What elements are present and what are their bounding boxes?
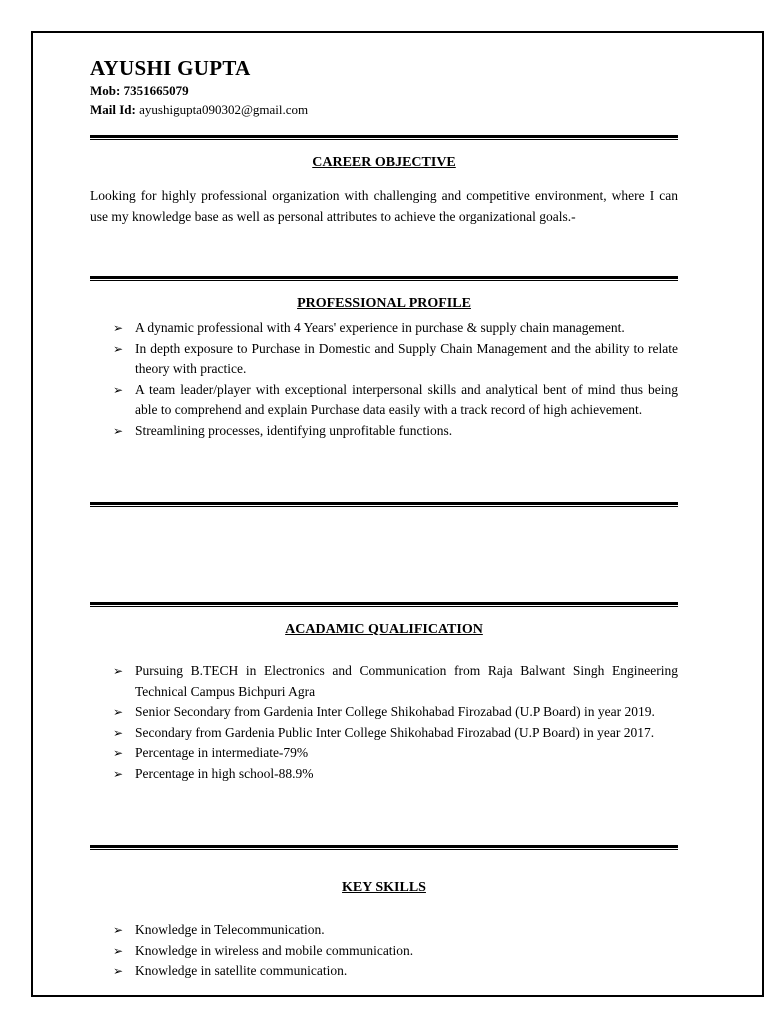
list-item-text: Knowledge in satellite communication. <box>135 963 348 978</box>
email-label: Mail Id: <box>90 102 136 117</box>
section-divider <box>90 602 678 607</box>
list-item <box>113 941 678 962</box>
mobile-value: 7351665079 <box>123 83 189 98</box>
section-divider <box>90 276 678 281</box>
career-objective-text: Looking for highly professional organization with challenging and competitive environment, where I can use my knowledge base as well as personal attributes to achieve the organizational goals.- <box>90 188 678 224</box>
mobile-label: Mob: <box>90 83 121 98</box>
email-value: ayushigupta090302@gmail.com <box>139 102 309 117</box>
list-item-text: A team leader/player with exceptional interpersonal skills and analytical bent of mind thus being able to comprehend and explain Purchase data easily with a track record of high achievement. <box>135 381 678 417</box>
section-divider <box>90 845 678 850</box>
list-item-text: Streamlining processes, identifying unprofitable functions. <box>135 422 453 438</box>
key-skills-list <box>113 920 678 982</box>
list-item-text: Percentage in intermediate-79% <box>135 745 309 760</box>
list-item-text: Knowledge in wireless and mobile communication. <box>135 942 414 958</box>
list-item <box>113 764 678 785</box>
list-item <box>113 421 678 442</box>
list-item-text: Pursuing B.TECH in Electronics and Communication from Raja Balwant Singh Engineering Technical Campus Bichpuri Agra <box>135 663 678 699</box>
list-item-text: Senior Secondary from Gardenia Inter College Shikohabad Firozabad (U.P Board) in year 2019. <box>135 704 655 719</box>
academic-qualification-list <box>113 661 678 784</box>
list-item <box>113 961 678 982</box>
list-item <box>113 318 678 339</box>
section-divider <box>90 502 678 507</box>
key-skills-heading: KEY SKILLS <box>342 880 426 895</box>
career-objective-heading: CAREER OBJECTIVE <box>312 155 456 170</box>
arrow-bullet-icon: ➢ <box>113 725 124 740</box>
list-item <box>113 339 678 380</box>
list-item <box>113 723 678 744</box>
section-divider <box>90 135 678 140</box>
arrow-bullet-icon: ➢ <box>113 341 124 356</box>
academic-qualification-heading: ACADAMIC QUALIFICATION <box>285 622 483 637</box>
arrow-bullet-icon: ➢ <box>113 964 124 978</box>
arrow-bullet-icon: ➢ <box>113 382 124 397</box>
list-item-text: In depth exposure to Purchase in Domestic and Supply Chain Management and the ability to relate theory with practice. <box>135 340 678 376</box>
list-item <box>113 743 678 764</box>
professional-profile-heading: PROFESSIONAL PROFILE <box>297 296 471 311</box>
list-item <box>113 661 678 702</box>
arrow-bullet-icon: ➢ <box>113 766 124 781</box>
arrow-bullet-icon: ➢ <box>113 664 124 678</box>
list-item-text: Percentage in high school-88.9% <box>135 765 314 781</box>
list-item <box>113 380 678 421</box>
list-item <box>113 920 678 941</box>
arrow-bullet-icon: ➢ <box>113 705 124 719</box>
arrow-bullet-icon: ➢ <box>113 423 124 438</box>
arrow-bullet-icon: ➢ <box>113 923 124 937</box>
mobile-line <box>90 83 189 99</box>
list-item-text: Secondary from Gardenia Public Inter College Shikohabad Firozabad (U.P Board) in year 2017. <box>135 724 655 740</box>
email-line <box>90 102 308 118</box>
list-item <box>113 702 678 723</box>
professional-profile-list <box>113 318 678 441</box>
page-border <box>31 31 764 997</box>
arrow-bullet-icon: ➢ <box>113 943 124 958</box>
list-item-text: A dynamic professional with 4 Years' experience in purchase & supply chain management. <box>135 320 625 335</box>
arrow-bullet-icon: ➢ <box>113 746 124 760</box>
list-item-text: Knowledge in Telecommunication. <box>135 922 325 937</box>
arrow-bullet-icon: ➢ <box>113 321 124 335</box>
candidate-name: AYUSHI GUPTA <box>90 56 251 80</box>
